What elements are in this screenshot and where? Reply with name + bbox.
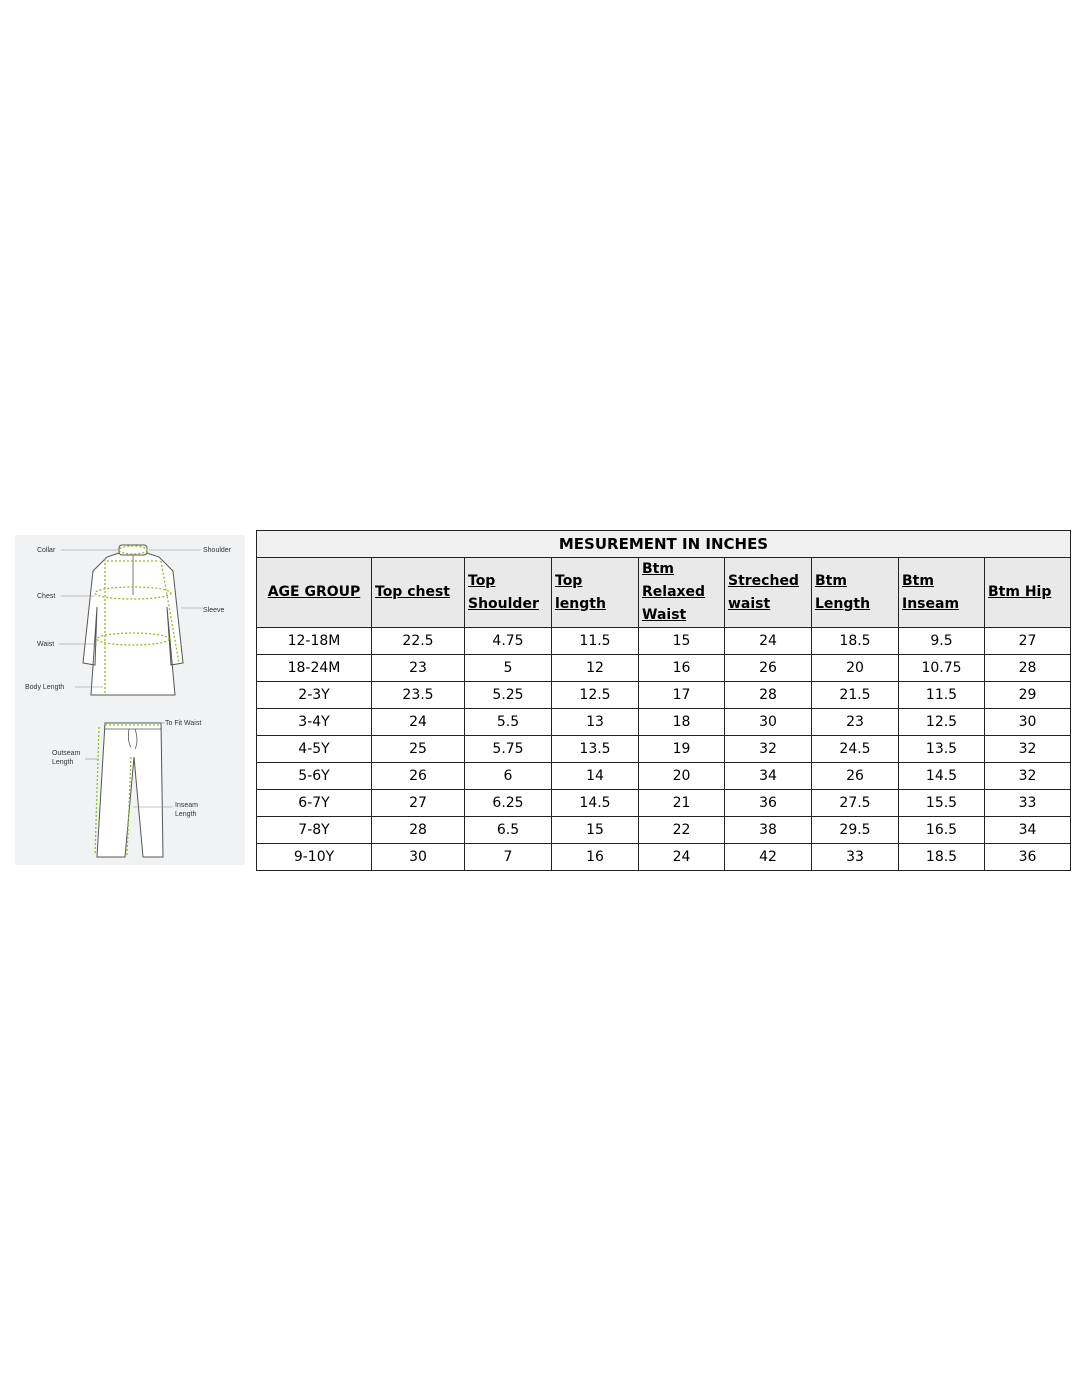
age-group-cell: 2-3Y xyxy=(257,682,372,709)
measurement-cell: 16 xyxy=(552,844,639,871)
measurement-cell: 34 xyxy=(725,763,812,790)
table-row xyxy=(257,817,1071,844)
measurement-cell: 32 xyxy=(985,736,1071,763)
measurement-cell: 28 xyxy=(372,817,465,844)
column-header-text: Relaxed xyxy=(642,584,706,600)
measurement-cell: 17 xyxy=(639,682,725,709)
column-header-text: Top chest xyxy=(375,584,450,600)
measurement-cell: 10.75 xyxy=(899,655,985,682)
shoulder-label: Shoulder xyxy=(203,547,232,554)
measurement-cell: 12.5 xyxy=(899,709,985,736)
measurement-cell: 22 xyxy=(639,817,725,844)
measurement-cell: 13 xyxy=(552,709,639,736)
column-header xyxy=(465,558,552,628)
outseam-label-line1: Outseam xyxy=(52,750,81,757)
measurement-cell: 24 xyxy=(372,709,465,736)
age-group-cell: 5-6Y xyxy=(257,763,372,790)
measurement-cell: 4.75 xyxy=(465,628,552,655)
table-row xyxy=(257,628,1071,655)
measurement-cell: 24 xyxy=(639,844,725,871)
to-fit-waist-label: To Fit Waist xyxy=(165,720,202,727)
measurement-cell: 29 xyxy=(985,682,1071,709)
measurement-cell: 33 xyxy=(812,844,899,871)
sleeve-label: Sleeve xyxy=(203,607,225,614)
measurement-cell: 23 xyxy=(812,709,899,736)
measurement-cell: 5.25 xyxy=(465,682,552,709)
measurement-cell: 24 xyxy=(725,628,812,655)
measurement-cell: 25 xyxy=(372,736,465,763)
measurement-cell: 26 xyxy=(812,763,899,790)
chest-label: Chest xyxy=(37,593,56,600)
outseam-label-line2: Length xyxy=(52,759,74,766)
measurement-cell: 32 xyxy=(985,763,1071,790)
garment-outline-svg xyxy=(15,535,245,865)
measurement-cell: 36 xyxy=(725,790,812,817)
measurement-cell: 21.5 xyxy=(812,682,899,709)
measurement-cell: 27 xyxy=(372,790,465,817)
column-header-text: Btm xyxy=(815,572,847,589)
measurement-cell: 34 xyxy=(985,817,1071,844)
measurement-cell: 30 xyxy=(725,709,812,736)
measurement-cell: 6.5 xyxy=(465,817,552,844)
column-header-text: Inseam xyxy=(902,595,960,612)
measurement-cell: 28 xyxy=(725,682,812,709)
measurement-cell: 38 xyxy=(725,817,812,844)
measurement-cell: 5 xyxy=(465,655,552,682)
column-header-text: AGE GROUP xyxy=(267,584,361,600)
measurement-cell: 23 xyxy=(372,655,465,682)
measurement-cell: 9.5 xyxy=(899,628,985,655)
kurta-pajama-measurement-diagram xyxy=(15,535,245,865)
table-row xyxy=(257,763,1071,790)
age-group-cell: 18-24M xyxy=(257,655,372,682)
age-group-cell: 7-8Y xyxy=(257,817,372,844)
column-header-text: Top xyxy=(468,572,496,589)
column-header-text: Waist xyxy=(642,607,687,623)
measurement-cell: 26 xyxy=(725,655,812,682)
column-header-text: Length xyxy=(815,595,871,612)
measurement-cell: 15.5 xyxy=(899,790,985,817)
column-header xyxy=(552,558,639,628)
measurement-cell: 14 xyxy=(552,763,639,790)
column-header xyxy=(725,558,812,628)
column-header xyxy=(257,558,372,628)
size-chart-table xyxy=(256,530,1071,871)
table-row xyxy=(257,790,1071,817)
measurement-cell: 21 xyxy=(639,790,725,817)
measurement-cell: 30 xyxy=(985,709,1071,736)
measurement-cell: 27 xyxy=(985,628,1071,655)
table-row xyxy=(257,736,1071,763)
measurement-cell: 5.75 xyxy=(465,736,552,763)
inseam-label-line1: Inseam xyxy=(175,802,198,809)
measurement-cell: 22.5 xyxy=(372,628,465,655)
measurement-cell: 42 xyxy=(725,844,812,871)
column-header-text: Btm Hip xyxy=(988,584,1052,600)
measurement-cell: 18.5 xyxy=(899,844,985,871)
measurement-cell: 16.5 xyxy=(899,817,985,844)
measurement-cell: 7 xyxy=(465,844,552,871)
column-header-text: Shoulder xyxy=(468,595,539,612)
collar-label: Collar xyxy=(37,547,56,554)
body-length-label: Body Length xyxy=(25,684,65,691)
age-group-cell: 3-4Y xyxy=(257,709,372,736)
column-header-text: Btm xyxy=(902,572,934,589)
measurement-cell: 11.5 xyxy=(899,682,985,709)
column-header-text: Top length xyxy=(555,572,606,612)
measurement-cell: 27.5 xyxy=(812,790,899,817)
age-group-cell: 4-5Y xyxy=(257,736,372,763)
measurement-cell: 33 xyxy=(985,790,1071,817)
measurement-cell: 13.5 xyxy=(552,736,639,763)
measurement-cell: 15 xyxy=(639,628,725,655)
measurement-cell: 26 xyxy=(372,763,465,790)
age-group-cell: 12-18M xyxy=(257,628,372,655)
measurement-cell: 15 xyxy=(552,817,639,844)
table-header-row xyxy=(257,558,1071,628)
measurement-cell: 5.5 xyxy=(465,709,552,736)
measurement-cell: 6.25 xyxy=(465,790,552,817)
measurement-cell: 20 xyxy=(639,763,725,790)
column-header-text: Btm xyxy=(642,561,674,577)
column-header xyxy=(812,558,899,628)
measurement-cell: 13.5 xyxy=(899,736,985,763)
measurement-cell: 6 xyxy=(465,763,552,790)
measurement-cell: 14.5 xyxy=(552,790,639,817)
measurement-cell: 11.5 xyxy=(552,628,639,655)
measurement-cell: 12.5 xyxy=(552,682,639,709)
inseam-label-line2: Length xyxy=(175,811,197,818)
table-body xyxy=(257,628,1071,871)
column-header-text: Streched xyxy=(728,572,799,589)
measurement-cell: 16 xyxy=(639,655,725,682)
measurement-cell: 28 xyxy=(985,655,1071,682)
age-group-cell: 9-10Y xyxy=(257,844,372,871)
table-row xyxy=(257,844,1071,871)
measurement-cell: 18 xyxy=(639,709,725,736)
column-header-text: waist xyxy=(728,595,771,612)
column-header xyxy=(985,558,1071,628)
column-header xyxy=(372,558,465,628)
measurement-cell: 30 xyxy=(372,844,465,871)
measurement-cell: 36 xyxy=(985,844,1071,871)
measurement-cell: 24.5 xyxy=(812,736,899,763)
measurement-cell: 14.5 xyxy=(899,763,985,790)
column-header xyxy=(899,558,985,628)
measurement-cell: 19 xyxy=(639,736,725,763)
column-header xyxy=(639,558,725,628)
age-group-cell: 6-7Y xyxy=(257,790,372,817)
table-row xyxy=(257,709,1071,736)
measurement-cell: 20 xyxy=(812,655,899,682)
table-row xyxy=(257,655,1071,682)
table-row xyxy=(257,682,1071,709)
table-title: MESUREMENT IN INCHES xyxy=(257,531,1071,558)
measurement-cell: 29.5 xyxy=(812,817,899,844)
measurement-cell: 32 xyxy=(725,736,812,763)
measurement-cell: 12 xyxy=(552,655,639,682)
measurement-cell: 18.5 xyxy=(812,628,899,655)
waist-label: Waist xyxy=(37,641,55,648)
measurement-cell: 23.5 xyxy=(372,682,465,709)
